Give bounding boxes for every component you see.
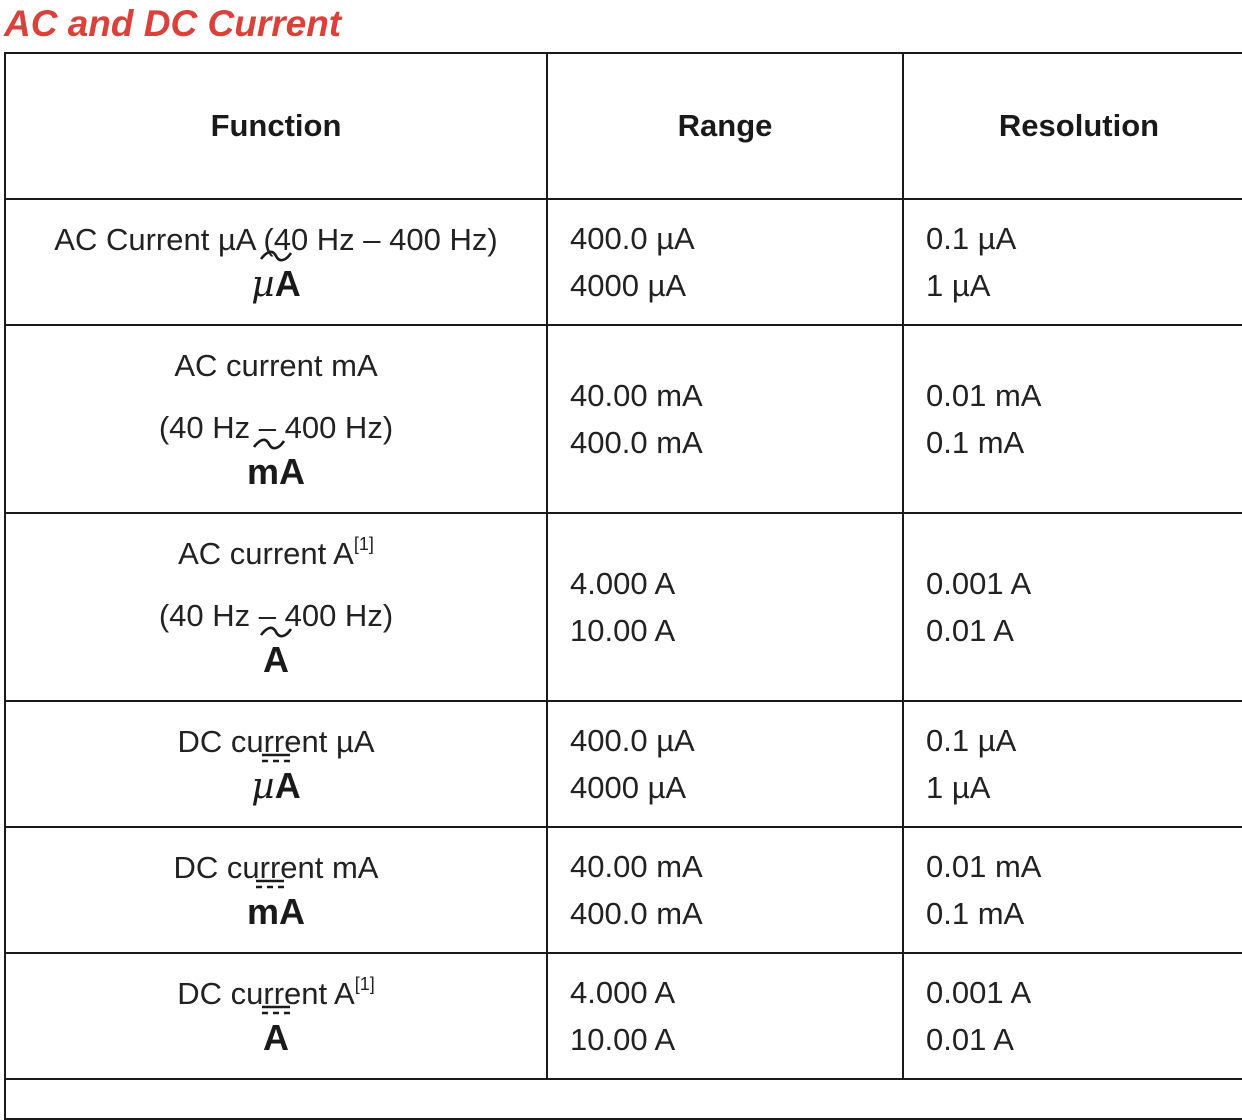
range-value: 400.0 mA (570, 425, 703, 460)
range-value: 40.00 mA (570, 849, 703, 884)
footnote-marker: [1] (354, 974, 375, 994)
table-row (5, 953, 1242, 1079)
table-row (5, 701, 1242, 827)
resolution-value: 0.01 mA (926, 849, 1042, 884)
resolution-cell (903, 513, 1242, 701)
header-function: Function (5, 53, 547, 199)
range-value: 4.000 A (570, 975, 676, 1010)
resolution-cell (903, 827, 1242, 953)
ac-milliamp-symbol-icon: mA (247, 453, 305, 491)
resolution-value: 1 µA (926, 268, 991, 303)
range-cell (547, 827, 903, 953)
ac-wave-icon (252, 437, 286, 451)
function-label: AC Current µA (40 Hz – 400 Hz) (54, 221, 498, 257)
function-cell (5, 827, 547, 953)
resolution-value: 1 µA (926, 770, 991, 805)
function-label: AC current A[1] (178, 534, 374, 571)
range-value: 4000 µA (570, 268, 687, 303)
function-label: AC current mA (174, 348, 378, 383)
resolution-value: 0.1 mA (926, 896, 1025, 931)
dc-amp-symbol-icon: A (263, 1019, 289, 1057)
range-value: 4000 µA (570, 770, 687, 805)
range-cell (547, 325, 903, 513)
header-resolution: Resolution (903, 53, 1242, 199)
range-value: 400.0 mA (570, 896, 703, 931)
table-row (5, 199, 1242, 325)
table-row (5, 513, 1242, 701)
table-row (5, 827, 1242, 953)
resolution-cell (903, 199, 1242, 325)
resolution-value: 0.1 µA (926, 723, 1017, 758)
function-label: DC current A[1] (177, 974, 375, 1011)
resolution-cell (903, 325, 1242, 513)
range-cell (547, 199, 903, 325)
table-header-row (5, 53, 1242, 199)
function-label: (40 Hz – 400 Hz) (158, 598, 394, 633)
function-label: DC current µA (177, 723, 375, 759)
dc-line-icon (259, 751, 293, 765)
dc-line-icon (259, 1003, 293, 1017)
range-value: 400.0 µA (570, 221, 695, 256)
range-value: 40.00 mA (570, 378, 703, 413)
function-label: (40 Hz – 400 Hz) (158, 410, 394, 445)
function-cell (5, 513, 547, 701)
resolution-value: 0.001 A (926, 566, 1032, 601)
function-cell (5, 701, 547, 827)
dc-line-icon (253, 877, 287, 891)
ac-wave-icon (259, 249, 293, 263)
partial-footer-cell (5, 1079, 1242, 1119)
range-cell (547, 513, 903, 701)
table-row-partial (5, 1079, 1242, 1119)
range-cell (547, 953, 903, 1079)
function-cell (5, 199, 547, 325)
resolution-value: 0.01 A (926, 1022, 1014, 1057)
function-label: DC current mA (173, 850, 379, 885)
ac-microamp-symbol-icon: µA (251, 265, 300, 304)
resolution-value: 0.01 A (926, 613, 1014, 648)
header-range: Range (547, 53, 903, 199)
range-value: 400.0 µA (570, 723, 695, 758)
function-cell (5, 953, 547, 1079)
current-spec-table (4, 52, 1242, 1120)
footnote-marker: [1] (353, 534, 374, 554)
range-value: 10.00 A (570, 613, 676, 648)
section-title: AC and DC Current (4, 3, 342, 44)
resolution-cell (903, 953, 1242, 1079)
function-cell (5, 325, 547, 513)
resolution-value: 0.1 mA (926, 425, 1025, 460)
resolution-value: 0.01 mA (926, 378, 1042, 413)
table-row (5, 325, 1242, 513)
range-cell (547, 701, 903, 827)
ac-amp-symbol-icon: A (263, 641, 289, 679)
dc-microamp-symbol-icon: µA (251, 767, 300, 806)
resolution-cell (903, 701, 1242, 827)
resolution-value: 0.1 µA (926, 221, 1017, 256)
ac-wave-icon (259, 625, 293, 639)
dc-milliamp-symbol-icon: mA (247, 893, 305, 931)
range-value: 4.000 A (570, 566, 676, 601)
range-value: 10.00 A (570, 1022, 676, 1057)
resolution-value: 0.001 A (926, 975, 1032, 1010)
